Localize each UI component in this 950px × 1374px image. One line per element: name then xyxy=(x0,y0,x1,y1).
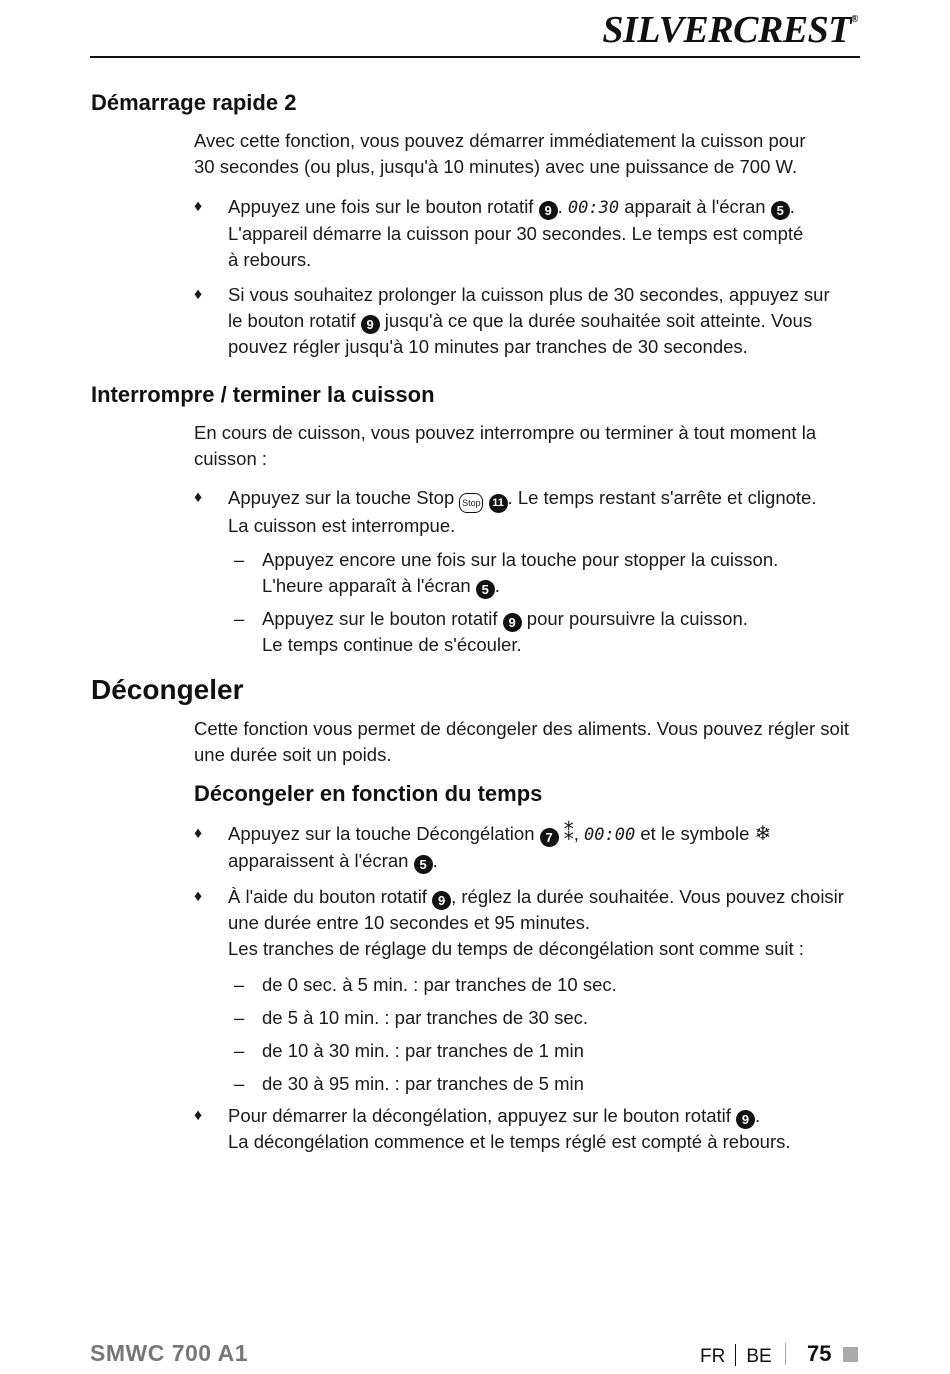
footer-divider xyxy=(785,1343,786,1365)
paragraph: Cette fonction vous permet de décongeler des aliments. Vous pouvez régler soit une durée soit un poids. xyxy=(194,718,850,765)
brand-logo: SILVERCREST® xyxy=(602,9,858,51)
page-number: 75 xyxy=(807,1341,832,1366)
footer-square xyxy=(843,1347,858,1362)
ref-number: 9 xyxy=(503,613,522,632)
subsection-title: Décongeler en fonction du temps xyxy=(194,781,543,806)
ref-number: 5 xyxy=(476,580,495,599)
section-title-defrost: Décongeler xyxy=(91,674,244,705)
lcd-display-text: 00:00 xyxy=(584,825,636,845)
lcd-display-text: 00:30 xyxy=(567,198,620,218)
paragraph: En cours de cuisson, vous pouvez interrompre ou terminer à tout moment la cuisson : xyxy=(194,422,817,469)
ref-number: 7 xyxy=(540,828,559,847)
section-title-quick-start: Démarrage rapide 2 xyxy=(91,90,297,115)
defrost-icon: ⁑ xyxy=(563,823,574,845)
stop-icon: Stop xyxy=(459,493,483,513)
model-number: SMWC 700 A1 xyxy=(90,1340,249,1366)
ref-number: 9 xyxy=(539,201,558,220)
ref-number: 5 xyxy=(414,855,433,874)
ref-number: 9 xyxy=(432,891,451,910)
language-codes: FR BE xyxy=(700,1346,772,1367)
ref-number: 11 xyxy=(489,494,508,513)
section-title-interrupt: Interrompre / terminer la cuisson xyxy=(91,382,435,407)
ref-number: 9 xyxy=(361,315,380,334)
snowflake-icon: ❄ xyxy=(754,823,772,845)
ref-number: 5 xyxy=(771,201,790,220)
header-rule xyxy=(90,56,860,58)
ref-number: 9 xyxy=(736,1110,755,1129)
paragraph: Avec cette fonction, vous pouvez démarrer immédiatement la cuisson pour 30 secondes (ou plus, jusqu'à 10 minutes) avec une puissance de 700 W. xyxy=(194,130,806,177)
